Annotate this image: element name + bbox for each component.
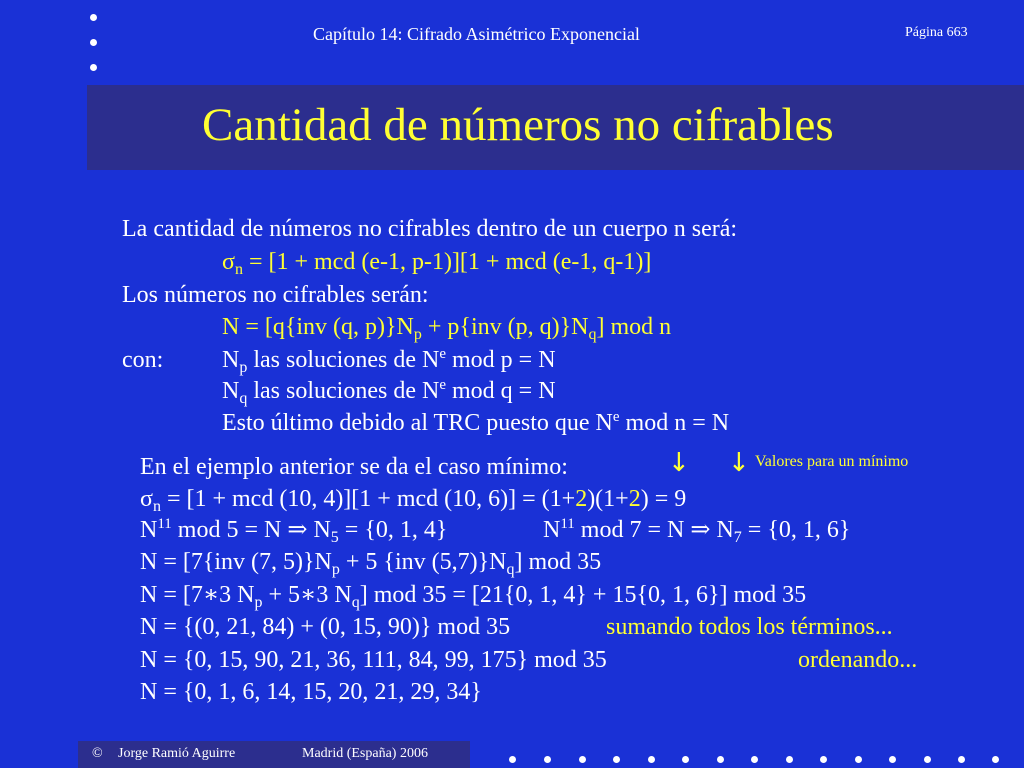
nq-definition: $N_q$ las soluciones de $N^e$ mod q = N: [222, 377, 556, 407]
decor-dot: [820, 756, 827, 763]
decor-dot: [90, 14, 97, 21]
decor-dot: [648, 756, 655, 763]
example-result: N = {0, 1, 6, 14, 15, 20, 21, 29, 34}: [140, 679, 482, 705]
body-line-1: La cantidad de números no cifrables dentro de un cuerpo n será:: [122, 216, 738, 242]
decor-dot: [786, 756, 793, 763]
example-n-formula: N = [7{inv (7, $5)\}N_p + 5$ {inv $(5,7)\}N_q$] mod 35: [140, 549, 602, 578]
decor-dot: [992, 756, 999, 763]
decor-dot: [544, 756, 551, 763]
decor-dot: [509, 756, 516, 763]
n-formula: N = [q{inv (q, $p)\}N_p + p\{inv$ (p, $q)\}N_q$] mod n: [222, 314, 672, 343]
body-line-3: Los números no cifrables serán:: [122, 282, 429, 308]
example-n-sum: N = {(0, 21, 84) + (0, 15, 90)} mod 35: [140, 614, 511, 640]
chapter-header: Capítulo 14: Cifrado Asimétrico Exponencial: [313, 24, 640, 44]
arrow-down-icon: ↓: [668, 448, 690, 478]
footer-author: Jorge Ramió Aguirre: [118, 746, 236, 761]
footer-place: Madrid (España) 2006: [302, 746, 428, 761]
decor-dot: [90, 64, 97, 71]
example-n7: $N^{11}$ mod 7 = N ⇒ $N_7 = \{0$, 1, 6}: [543, 516, 851, 546]
sort-note: ordenando...: [798, 647, 918, 673]
decor-dot: [751, 756, 758, 763]
example-n-expanded: N = [7∗3 $N_p$ + 5∗3 $N_q$] mod 35 = [21{0, 1, 4} + 15{0, 1, 6}] mod 35: [140, 582, 807, 611]
con-label: con:: [122, 347, 164, 373]
slide-title: Cantidad de números no cifrables: [202, 99, 834, 151]
decor-dot: [717, 756, 724, 763]
example-n5: $N^{11}$ mod 5 = N ⇒ $N_5 = \{0$, 1, 4}: [140, 516, 448, 546]
decor-dot: [855, 756, 862, 763]
arrow-down-icon: ↓: [728, 448, 750, 478]
sum-note: sumando todos los términos...: [606, 614, 893, 640]
decor-dot: [613, 756, 620, 763]
trc-note: Esto último debido al TRC puesto que $N^e$ mod n = N: [222, 409, 730, 436]
example-n-mod: N = {0, 15, 90, 21, 36, 111, 84, 99, 175} mod 35: [140, 647, 607, 673]
decor-dot: [889, 756, 896, 763]
decor-dot: [682, 756, 689, 763]
decor-dot: [924, 756, 931, 763]
example-sigma: $\sigma_n = [1$ + mcd (10, 4)][1 + mcd (10, 6)] = (1+2)(1+2) = 9: [140, 486, 687, 515]
page-number: Página 663: [905, 25, 968, 40]
decor-dot: [90, 39, 97, 46]
copyright-symbol: ©: [92, 746, 103, 761]
sigma-formula: $\sigma_n = [1$ + mcd (e-1, p-1)][1 + mcd (e-1, q-1)]: [222, 249, 652, 278]
example-intro: En el ejemplo anterior se da el caso mínimo:: [140, 454, 568, 480]
decor-dot: [579, 756, 586, 763]
decor-dot: [958, 756, 965, 763]
minimum-values-note: Valores para un mínimo: [755, 453, 909, 470]
np-definition: $N_p$ las soluciones de $N^e$ mod p = N: [222, 346, 556, 376]
